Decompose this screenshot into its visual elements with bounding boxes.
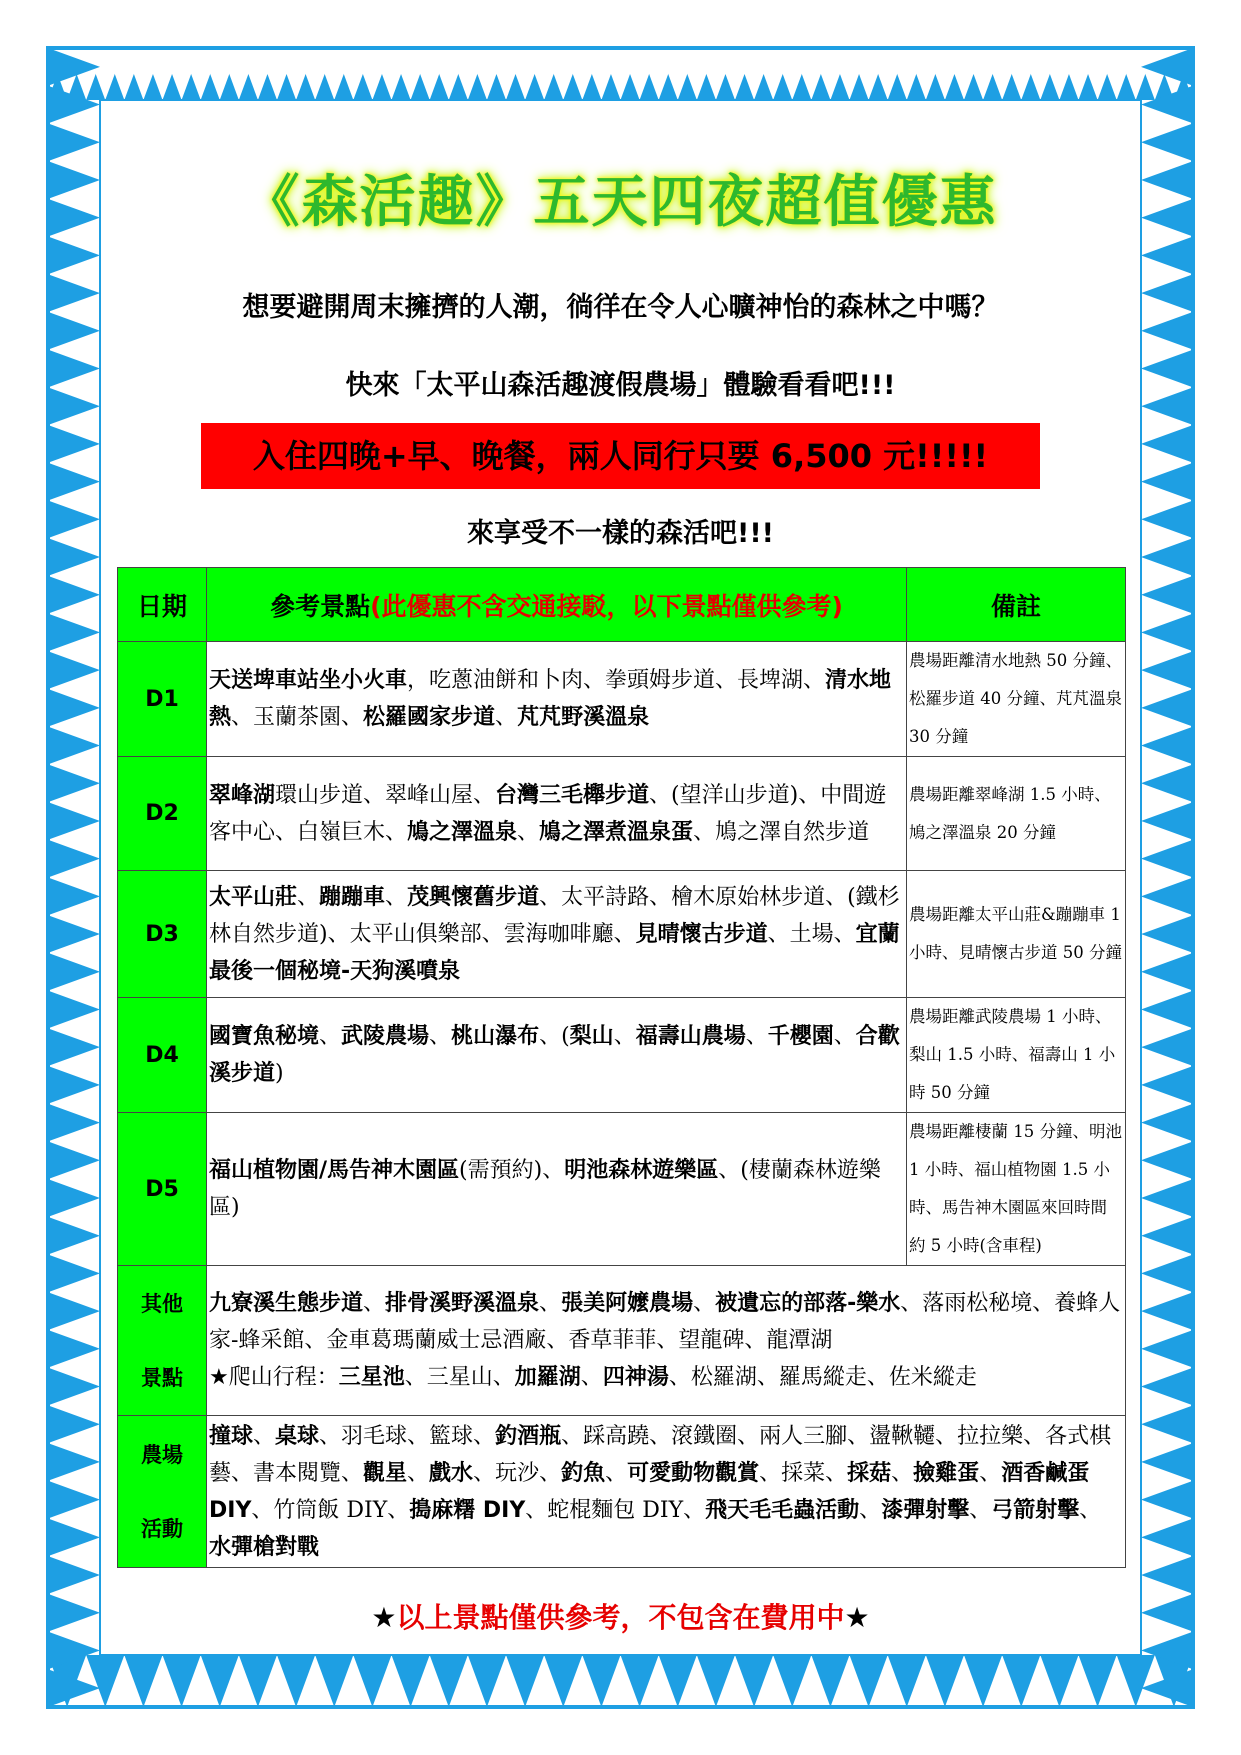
day-label: D3: [118, 871, 207, 998]
table-row: [118, 1113, 1126, 1266]
highlight-text: 採菇: [847, 1460, 892, 1486]
highlight-text: 合歡溪步道: [209, 1024, 900, 1086]
highlight-text: 戲水: [429, 1460, 474, 1486]
highlight-text: 排骨溪野溪溫泉: [385, 1291, 540, 1316]
highlight-text: 釣魚: [561, 1460, 606, 1486]
highlight-text: 酒香鹹蛋 DIY: [209, 1460, 1090, 1523]
text-run: 、三星山、: [404, 1365, 515, 1390]
highlight-text: 台灣三毛櫸步道: [495, 782, 650, 808]
highlight-text: 松羅國家步道: [363, 705, 496, 730]
intro-line-3: 來享受不一樣的森活吧!!!: [467, 518, 774, 549]
footer-note: [100, 1596, 1141, 1636]
activities-label-line1: 農場: [141, 1442, 183, 1467]
text-run: 、: [253, 1423, 276, 1449]
day-label: D1: [118, 642, 207, 757]
day-spots: [207, 871, 907, 998]
footer-text: 以上景點僅供參考，不包含在費用中: [396, 1601, 845, 1634]
highlight-text: 撞球: [209, 1423, 254, 1449]
other-label-line1: 其他: [141, 1291, 183, 1316]
text-run: 、: [385, 884, 408, 910]
highlight-text: 茂興懷舊步道: [407, 884, 540, 910]
highlight-text: 飛天毛毛蟲活動: [705, 1497, 860, 1523]
activities-label-line2: 活動: [141, 1516, 183, 1541]
highlight-text: 觀星: [363, 1460, 408, 1486]
flyer-content: [100, 100, 1141, 1655]
highlight-text: 武陵農場: [341, 1024, 430, 1049]
highlight-text: 撿雞蛋: [913, 1460, 980, 1486]
text-run: 、鳩之澤自然步道: [693, 819, 870, 845]
text-run: 、: [859, 1497, 882, 1523]
highlight-text: 三星池: [338, 1365, 405, 1390]
highlight-text: 鳩之澤煮溫泉蛋: [539, 819, 694, 845]
table-row-farm-activities: [118, 1416, 1126, 1568]
other-spots: [207, 1266, 1126, 1416]
text-run: 、: [693, 1291, 716, 1316]
highlight-text: 翠峰湖: [209, 782, 276, 808]
text-run: ): [275, 1061, 284, 1086]
text-run: 、: [539, 1291, 562, 1316]
star-icon: ★: [844, 1601, 870, 1634]
text-run: 、: [969, 1497, 992, 1523]
table-header-row: [118, 568, 1126, 642]
table-row: [118, 871, 1126, 998]
text-run: 、玉蘭茶園、: [231, 705, 364, 730]
day-spots: [207, 642, 907, 757]
text-run: 、: [363, 1291, 386, 1316]
day-note: 農場距離棲蘭 15 分鐘、明池 1 小時、福山植物園 1.5 小時、馬告神木園區來回時間約 5 小時(含車程): [907, 1113, 1126, 1266]
text-run: 、採菜、: [759, 1460, 848, 1486]
text-run: 、: [605, 1460, 628, 1486]
highlight-text: 可愛動物觀賞: [627, 1460, 760, 1486]
highlight-text: 漆彈射擊: [881, 1497, 970, 1523]
text-run: ，吃蔥油餅和卜肉、拳頭姆步道、長埤湖、: [407, 668, 826, 693]
day-note: 農場距離清水地熱 50 分鐘、松羅步道 40 分鐘、芃芃溫泉 30 分鐘: [907, 642, 1126, 757]
table-row: [118, 998, 1126, 1113]
text-run: 、松羅湖、羅馬縱走、佐米縱走: [668, 1365, 977, 1390]
text-run: 、太平詩路、檜木原始林步道、(鐵杉林自然步道)、太平山俱樂部、雲海咖啡廳、: [209, 884, 900, 947]
highlight-text: 天送埤車站坐小火車: [209, 668, 408, 693]
text-run: 、竹筒飯 DIY、: [251, 1497, 410, 1523]
star-icon: ★: [371, 1601, 397, 1634]
highlight-text: 桌球: [275, 1423, 320, 1449]
text-run: 、: [495, 705, 518, 730]
itinerary-table: [117, 567, 1126, 1568]
text-run: 、: [319, 1024, 342, 1049]
text-run: 、羽毛球、籃球、: [319, 1423, 496, 1449]
text-run: 、: [297, 884, 320, 910]
text-run: 、: [407, 1460, 430, 1486]
highlight-text: 明池森林遊樂區: [564, 1158, 719, 1183]
highlight-text: 蹦蹦車: [319, 884, 386, 910]
highlight-text: 國寶魚秘境: [209, 1024, 320, 1049]
text-run: 、: [833, 1024, 856, 1049]
header-spots-label: 參考景點: [270, 591, 371, 621]
highlight-text: 釣酒瓶: [495, 1423, 562, 1449]
highlight-text: 鳩之澤溫泉: [407, 819, 518, 845]
text-run: 、玩沙、: [473, 1460, 562, 1486]
activities-list: [207, 1416, 1126, 1568]
highlight-text: 福山植物園/馬告神木園區: [209, 1158, 460, 1183]
highlight-text: ★: [209, 1365, 229, 1390]
highlight-text: 被遺忘的部落-樂水: [715, 1291, 901, 1316]
day-label: D5: [118, 1113, 207, 1266]
text-run: 爬山行程：: [228, 1365, 339, 1390]
day-spots: [207, 757, 907, 871]
highlight-text: 九寮溪生態步道: [209, 1291, 364, 1316]
day-note: 農場距離翠峰湖 1.5 小時、鳩之澤溫泉 20 分鐘: [907, 757, 1126, 871]
highlight-text: 四神湯: [602, 1365, 669, 1390]
header-spots-disclaimer: (此優惠不含交通接駁，以下景點僅供參考): [370, 591, 843, 621]
text-run: 、蛇棍麵包 DIY、: [525, 1497, 706, 1523]
intro-line-2: 快來「太平山森活趣渡假農場」體驗看看吧!!!: [345, 370, 896, 401]
text-run: 、: [613, 1024, 636, 1049]
text-run: 、: [745, 1024, 768, 1049]
text-run: 、: [1079, 1497, 1102, 1523]
highlight-text: 梨山: [569, 1024, 614, 1049]
table-row-other-spots: [118, 1266, 1126, 1416]
highlight-text: 弓箭射擊: [991, 1497, 1080, 1523]
text-run: 、(棲蘭森林遊樂區): [209, 1158, 881, 1220]
day-spots: [207, 998, 907, 1113]
table-row: [118, 642, 1126, 757]
highlight-text: 加羅湖: [514, 1365, 581, 1390]
text-run: 、(: [539, 1024, 570, 1049]
highlight-text: 張美阿嬤農場: [561, 1291, 694, 1316]
promo-banner: 入住四晚+早、晚餐，兩人同行只要 6,500 元!!!!!: [201, 423, 1040, 489]
highlight-text: 福壽山農場: [635, 1024, 746, 1049]
text-run: 、落雨松秘境、養蜂人家-蜂采館、金車葛瑪蘭威士忌酒廠、香草菲菲、望龍碑、龍潭湖: [209, 1291, 1121, 1353]
day-spots: [207, 1113, 907, 1266]
text-run: 、(望洋山步道)、中間遊客中心、白嶺巨木、: [209, 782, 887, 845]
page-title: 《森活趣》五天四夜超值優惠: [243, 170, 998, 235]
header-date: 日期: [118, 568, 207, 642]
text-run: 環山步道、翠峰山屋、: [275, 782, 496, 808]
activities-label: [118, 1416, 207, 1568]
text-run: 、: [429, 1024, 452, 1049]
intro-line-1: 想要避開周末擁擠的人潮，徜徉在令人心曠神怡的森林之中嗎？: [242, 292, 999, 323]
day-label: D2: [118, 757, 207, 871]
table-row: [118, 757, 1126, 871]
text-run: 、: [580, 1365, 603, 1390]
day-note: 農場距離武陵農場 1 小時、梨山 1.5 小時、福壽山 1 小時 50 分鐘: [907, 998, 1126, 1113]
day-note: 農場距離太平山莊&蹦蹦車 1 小時、見晴懷古步道 50 分鐘: [907, 871, 1126, 998]
text-run: 、: [517, 819, 540, 845]
highlight-text: 見晴懷古步道: [635, 921, 768, 947]
highlight-text: 芃芃野溪溫泉: [517, 705, 650, 730]
text-run: 、: [891, 1460, 914, 1486]
text-run: 、踩高蹺、滾鐵圈、兩人三腳、盪鞦韆、拉拉樂、各式棋藝、書本閱覽、: [209, 1423, 1112, 1486]
highlight-text: 搗麻糬 DIY: [409, 1497, 526, 1523]
text-run: 、: [979, 1460, 1002, 1486]
text-run: (需預約)、: [459, 1158, 565, 1183]
highlight-text: 宜蘭最後一個秘境-天狗溪噴泉: [209, 921, 900, 984]
text-run: 、土場、: [767, 921, 856, 947]
other-label: [118, 1266, 207, 1416]
highlight-text: 桃山瀑布: [451, 1024, 540, 1049]
highlight-text: 水彈槍對戰: [209, 1534, 320, 1560]
highlight-text: 太平山莊: [209, 884, 298, 910]
header-spots: [207, 568, 907, 642]
highlight-text: 千櫻園: [767, 1024, 834, 1049]
other-label-line2: 景點: [141, 1365, 183, 1390]
highlight-text: 清水地熱: [209, 668, 892, 730]
day-label: D4: [118, 998, 207, 1113]
header-notes: 備註: [907, 568, 1126, 642]
